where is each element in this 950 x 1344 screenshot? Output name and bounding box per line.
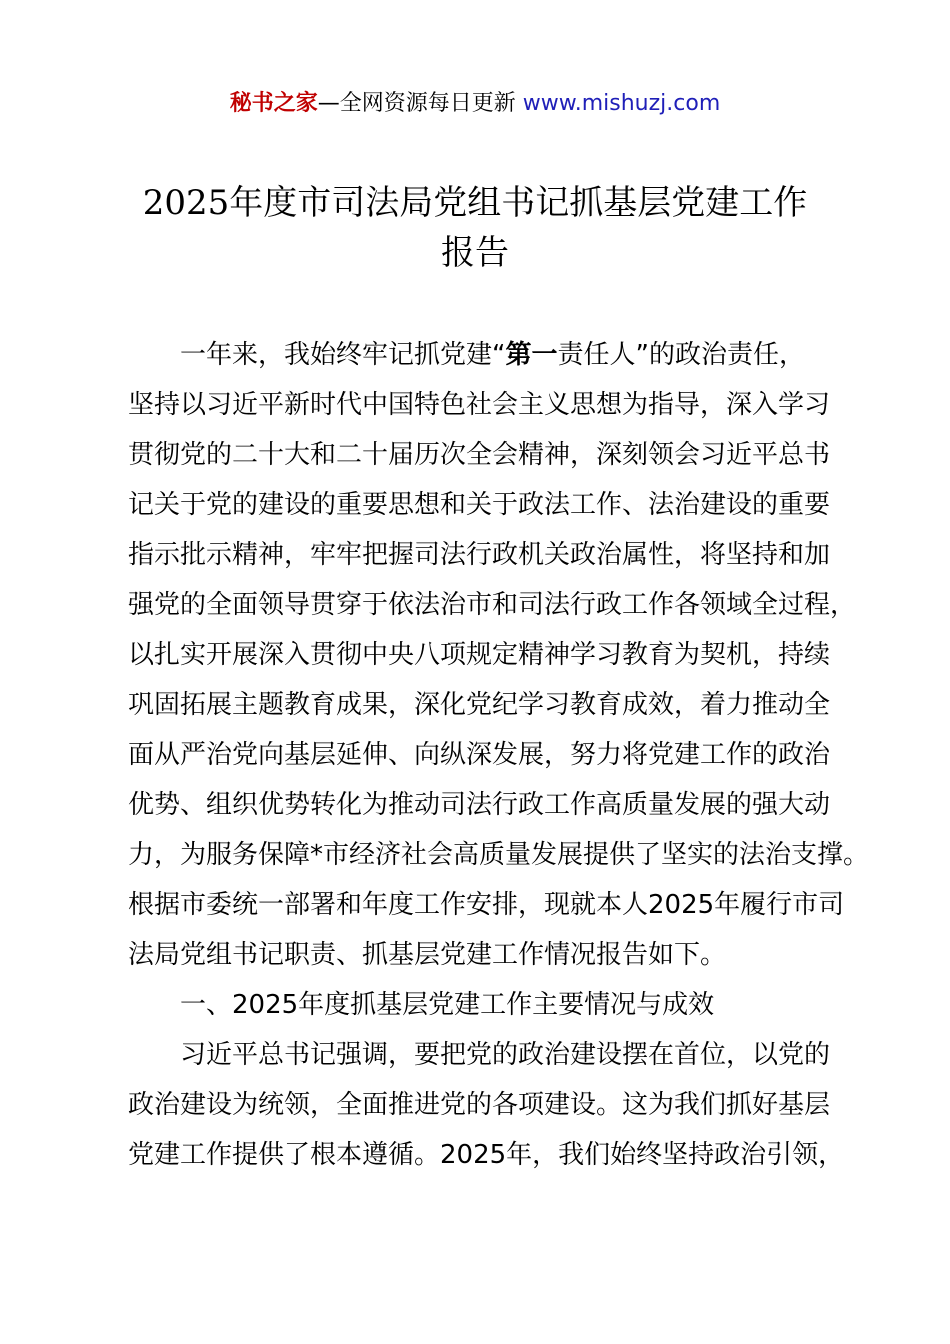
paragraph-line: 坚持以习近平新时代中国特色社会主义思想为指导，深入学习 <box>128 390 831 420</box>
site-url-link[interactable]: www.mishuzj.com <box>522 91 721 116</box>
paragraph-1-line-1 <box>128 330 848 380</box>
paragraph-line: 巩固拓展主题教育成果，深化党纪学习教育成效，着力推动全 <box>128 690 831 720</box>
title-line-2: 报告 <box>441 233 509 273</box>
paragraph-line: 根据市委统一部署和年度工作安排，现就本人2025年履行市司 <box>128 890 845 920</box>
header-tagline: —全网资源每日更新 <box>317 91 523 116</box>
paragraph-line: 党建工作提供了根本遵循。2025年，我们始终坚持政治引领， <box>128 1140 845 1170</box>
document-title <box>100 178 850 278</box>
paragraph-line: 力，为服务保障*市经济社会高质量发展提供了坚实的法治支撑。 <box>128 840 870 870</box>
bold-text-run: 第一 <box>505 340 558 370</box>
paragraph-line: 面从严治党向基层延伸、向纵深发展，努力将党建工作的政治 <box>128 740 831 770</box>
paragraph-line: 政治建设为统领，全面推进党的各项建设。这为我们抓好基层 <box>128 1090 831 1120</box>
brand-name: 秘书之家 <box>229 91 318 116</box>
text-run: 责任人”的政治责任， <box>557 340 805 370</box>
text-run: 一年来，我始终牢记抓党建“ <box>180 340 506 370</box>
section-heading: 一、2025年度抓基层党建工作主要情况与成效 <box>180 990 715 1020</box>
paragraph-line: 以扎实开展深入贯彻中央八项规定精神学习教育为契机，持续 <box>128 640 831 670</box>
document-body <box>128 330 870 1180</box>
paragraph-line: 优势、组织优势转化为推动司法行政工作高质量发展的强大动 <box>128 790 831 820</box>
paragraph-2-line-1: 习近平总书记强调，要把党的政治建设摆在首位，以党的 <box>180 1040 831 1070</box>
paragraph-line: 强党的全面领导贯穿于依法治市和司法行政工作各领域全过程， <box>128 590 857 620</box>
title-line-1: 2025年度市司法局党组书记抓基层党建工作 <box>142 183 808 223</box>
paragraph-line: 法局党组书记职责、抓基层党建工作情况报告如下。 <box>128 940 727 970</box>
page-header <box>0 86 950 122</box>
paragraph-line: 指示批示精神，牢牢把握司法行政机关政治属性，将坚持和加 <box>128 540 831 570</box>
paragraph-line: 贯彻党的二十大和二十届历次全会精神，深刻领会习近平总书 <box>128 440 831 470</box>
paragraph-line: 记关于党的建设的重要思想和关于政法工作、法治建设的重要 <box>128 490 831 520</box>
